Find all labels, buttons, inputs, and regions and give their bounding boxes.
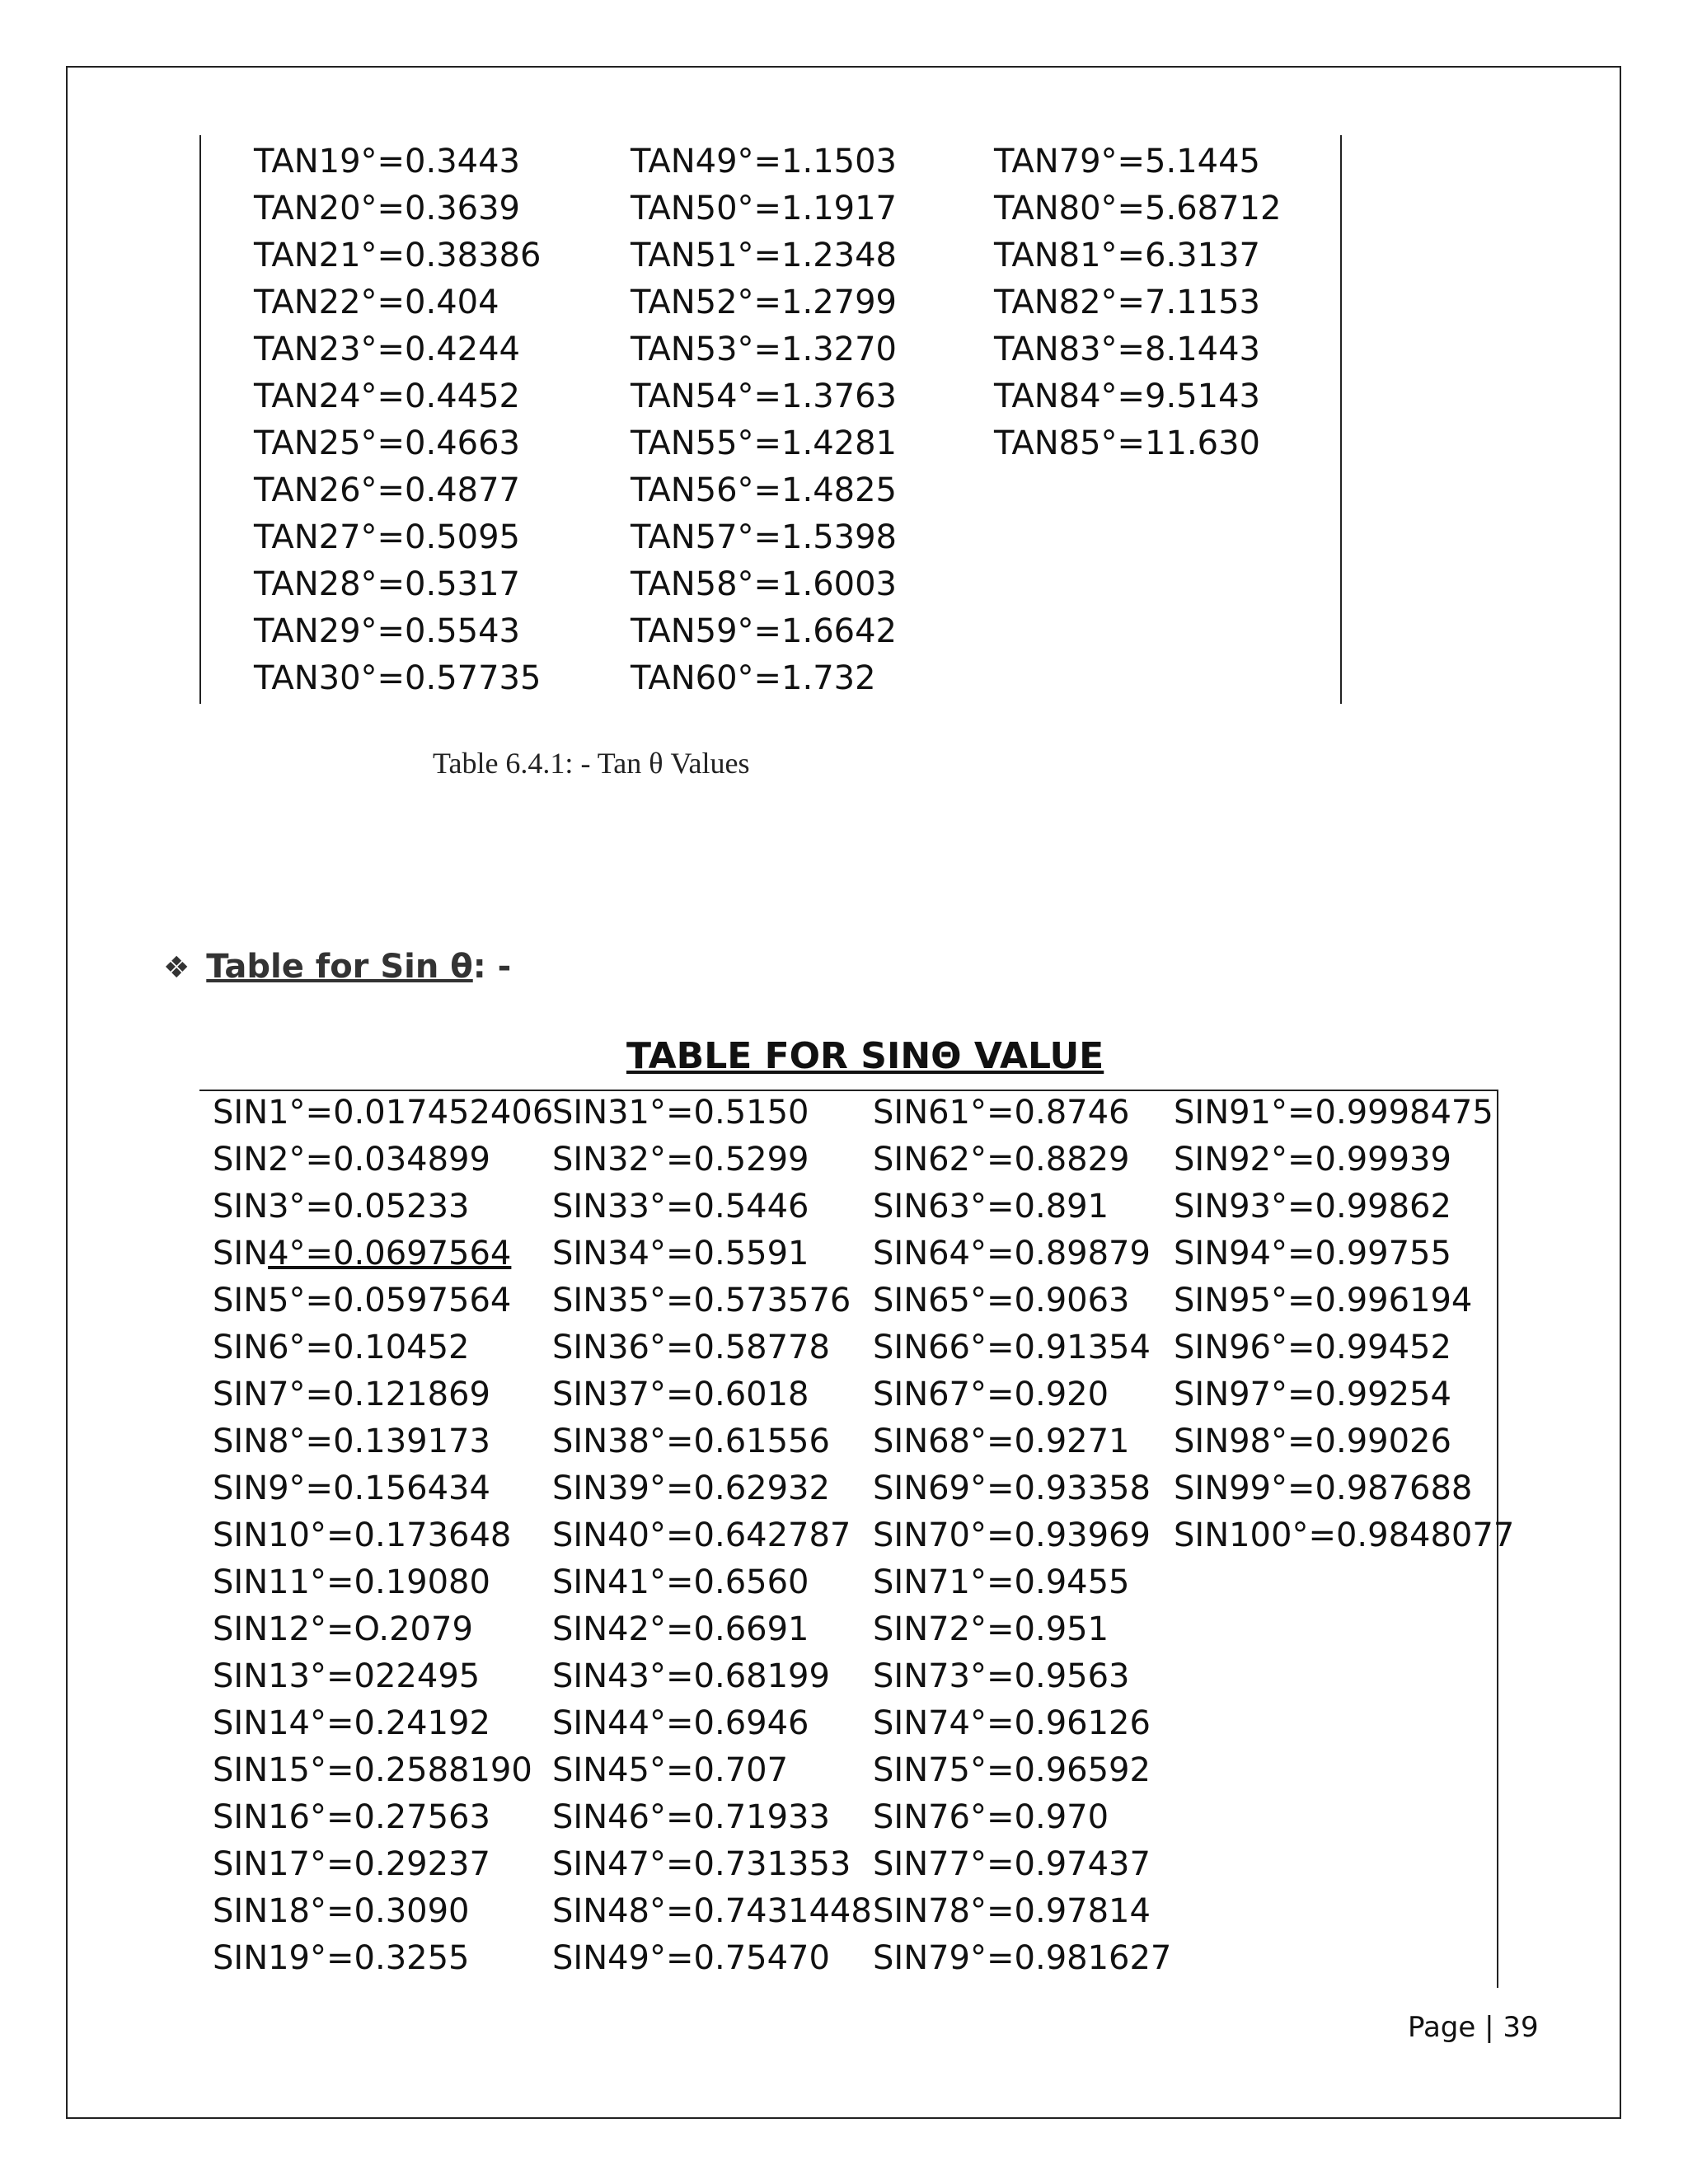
sin-value-cell: SIN12°=O.2079: [213, 1610, 473, 1648]
tan-value-cell: TAN27°=0.5095: [254, 518, 520, 556]
tan-value-cell: TAN60°=1.732: [631, 659, 876, 697]
sin-value-cell: SIN32°=0.5299: [552, 1141, 809, 1179]
sin-value-cell: SIN10°=0.173648: [213, 1516, 512, 1554]
tan-value-cell: TAN30°=0.57735: [254, 659, 542, 697]
sin-value-cell: SIN15°=0.2588190: [213, 1751, 532, 1789]
tan-value-cell: TAN79°=5.1445: [994, 143, 1260, 180]
sin-value-cell: SIN7°=0.121869: [213, 1376, 490, 1413]
tan-value-cell: TAN28°=0.5317: [254, 565, 520, 603]
tan-value-cell: TAN23°=0.4244: [254, 330, 520, 368]
sin-values-table: [199, 1090, 1515, 1988]
tan-value-cell: TAN55°=1.4281: [631, 424, 897, 462]
sin-value-cell: SIN69°=0.93358: [873, 1469, 1151, 1507]
sin-value-cell: SIN72°=0.951: [873, 1610, 1109, 1648]
sin-value-cell: SIN98°=0.99026: [1174, 1422, 1451, 1460]
tan-value-cell: TAN58°=1.6003: [631, 565, 897, 603]
sin-value-cell: SIN79°=0.981627: [873, 1939, 1172, 1977]
sin-value-cell: SIN47°=0.731353: [552, 1845, 851, 1883]
tan-value-cell: TAN82°=7.1153: [994, 284, 1260, 321]
tan-column: [994, 138, 1281, 467]
sin-value-cell: SIN94°=0.99755: [1174, 1235, 1451, 1272]
sin-value-cell: SIN77°=0.97437: [873, 1845, 1151, 1883]
sin-value-cell: SIN38°=0.61556: [552, 1422, 830, 1460]
sin-value-cell: SIN36°=0.58778: [552, 1329, 830, 1366]
sin-value-cell: SIN61°=0.8746: [873, 1094, 1130, 1132]
tan-value-cell: TAN25°=0.4663: [254, 424, 520, 462]
sin-value-cell: SIN70°=0.93969: [873, 1516, 1151, 1554]
sin-value-cell: SIN71°=0.9455: [873, 1563, 1130, 1601]
sin-value-cell: SIN76°=0.970: [873, 1798, 1109, 1836]
tan-value-cell: TAN29°=0.5543: [254, 612, 520, 650]
sin-value-cell: SIN78°=0.97814: [873, 1892, 1151, 1930]
sin-value-cell: SIN97°=0.99254: [1174, 1376, 1451, 1413]
sin-value-cell: SIN41°=0.6560: [552, 1563, 809, 1601]
sin-value-cell: SIN5°=0.0597564: [213, 1282, 512, 1319]
sin-value-cell: SIN35°=0.573576: [552, 1282, 851, 1319]
sin-value-cell: SIN92°=0.99939: [1174, 1141, 1451, 1179]
diamond-bullet-icon: ❖: [163, 951, 190, 985]
sin-value-cell: SIN3°=0.05233: [213, 1188, 470, 1226]
sin-value-cell: SIN31°=0.5150: [552, 1094, 809, 1132]
sin-value-cell: SIN67°=0.920: [873, 1376, 1109, 1413]
sin-value-cell: SIN34°=0.5591: [552, 1235, 809, 1272]
sin-value-cell: SIN33°=0.5446: [552, 1188, 809, 1226]
tan-value-cell: TAN59°=1.6642: [631, 612, 897, 650]
tan-table-caption: Table 6.4.1: - Tan θ Values: [433, 747, 750, 780]
section-title-suffix: : -: [472, 948, 512, 986]
sin-column: [213, 1090, 553, 1982]
sin-value-cell: SIN48°=0.7431448: [552, 1892, 872, 1930]
sin-value-cell: SIN42°=0.6691: [552, 1610, 809, 1648]
sin-value-cell: SIN37°=0.6018: [552, 1376, 809, 1413]
sin-value-cell: SIN74°=0.96126: [873, 1704, 1151, 1742]
tan-value-cell: TAN24°=0.4452: [254, 377, 520, 415]
tan-value-cell: TAN22°=0.404: [254, 284, 499, 321]
sin-value-cell: SIN6°=0.10452: [213, 1329, 470, 1366]
tan-value-cell: TAN85°=11.630: [994, 424, 1260, 462]
sin-value-cell: SIN99°=0.987688: [1174, 1469, 1473, 1507]
tan-value-cell: TAN49°=1.1503: [631, 143, 897, 180]
tan-value-cell: TAN21°=0.38386: [254, 237, 542, 274]
tan-value-cell: TAN51°=1.2348: [631, 237, 897, 274]
sin-value-cell: SIN75°=0.96592: [873, 1751, 1151, 1789]
sin-value-cell: SIN43°=0.68199: [552, 1657, 830, 1695]
sin-value-cell: SIN65°=0.9063: [873, 1282, 1130, 1319]
sin-value-cell: SIN39°=0.62932: [552, 1469, 830, 1507]
sin-value-cell: SIN17°=0.29237: [213, 1845, 490, 1883]
page-number: Page | 39: [1408, 2011, 1539, 2044]
tan-value-cell: TAN57°=1.5398: [631, 518, 897, 556]
sin-value-cell: SIN93°=0.99862: [1174, 1188, 1451, 1226]
sin-value-cell: SIN19°=0.3255: [213, 1939, 470, 1977]
sin-value-cell: SIN73°=0.9563: [873, 1657, 1130, 1695]
sin-value-cell: SIN68°=0.9271: [873, 1422, 1130, 1460]
sin-value-cell: SIN2°=0.034899: [213, 1141, 490, 1179]
tan-value-cell: TAN83°=8.1443: [994, 330, 1260, 368]
sin-section-heading: [163, 948, 511, 986]
sin-value-cell: SIN16°=0.27563: [213, 1798, 490, 1836]
sin-value-cell: SIN40°=0.642787: [552, 1516, 851, 1554]
sin-value-cell: SIN100°=0.9848077: [1174, 1516, 1515, 1554]
sin-value-cell: SIN64°=0.89879: [873, 1235, 1151, 1272]
tan-value-cell: TAN50°=1.1917: [631, 190, 897, 227]
tan-value-cell: TAN84°=9.5143: [994, 377, 1260, 415]
sin-column: [873, 1090, 1171, 1982]
tan-value-cell: TAN53°=1.3270: [631, 330, 897, 368]
tan-column: [631, 138, 897, 702]
sin-value-cell: SIN9°=0.156434: [213, 1469, 490, 1507]
sin-value-cell: SIN13°=022495: [213, 1657, 481, 1695]
sin-value-cell: SIN1°=0.017452406: [213, 1094, 554, 1132]
sin-value-cell: SIN18°=0.3090: [213, 1892, 470, 1930]
sin-value-cell: SIN91°=0.9998475: [1174, 1094, 1493, 1132]
section-title: Table for Sin θ: [206, 948, 473, 986]
sin-column: [1174, 1090, 1514, 1559]
tan-column: [254, 138, 541, 702]
tan-values-table: [199, 135, 1342, 704]
sin-value-cell: SIN4°=0.0697564: [213, 1235, 512, 1272]
sin-value-cell: SIN45°=0.707: [552, 1751, 789, 1789]
sin-value-cell: SIN49°=0.75470: [552, 1939, 830, 1977]
sin-value-cell: SIN44°=0.6946: [552, 1704, 809, 1742]
tan-value-cell: TAN19°=0.3443: [254, 143, 520, 180]
sin-table-title: TABLE FOR SINΘ VALUE: [626, 1035, 1104, 1077]
tan-value-cell: TAN26°=0.4877: [254, 471, 520, 509]
sin-value-cell: SIN63°=0.891: [873, 1188, 1109, 1226]
sin-value-cell: SIN95°=0.996194: [1174, 1282, 1473, 1319]
tan-value-cell: TAN54°=1.3763: [631, 377, 897, 415]
tan-value-cell: TAN56°=1.4825: [631, 471, 897, 509]
sin-value-cell: SIN46°=0.71933: [552, 1798, 830, 1836]
sin-column: [552, 1090, 872, 1982]
tan-value-cell: TAN20°=0.3639: [254, 190, 520, 227]
sin-value-cell: SIN66°=0.91354: [873, 1329, 1151, 1366]
sin-value-cell: SIN8°=0.139173: [213, 1422, 490, 1460]
tan-value-cell: TAN80°=5.68712: [994, 190, 1282, 227]
sin-value-cell: SIN14°=0.24192: [213, 1704, 490, 1742]
tan-value-cell: TAN81°=6.3137: [994, 237, 1260, 274]
sin-value-cell: SIN11°=0.19080: [213, 1563, 490, 1601]
sin-value-cell: SIN96°=0.99452: [1174, 1329, 1451, 1366]
sin-value-cell: SIN62°=0.8829: [873, 1141, 1130, 1179]
tan-value-cell: TAN52°=1.2799: [631, 284, 897, 321]
